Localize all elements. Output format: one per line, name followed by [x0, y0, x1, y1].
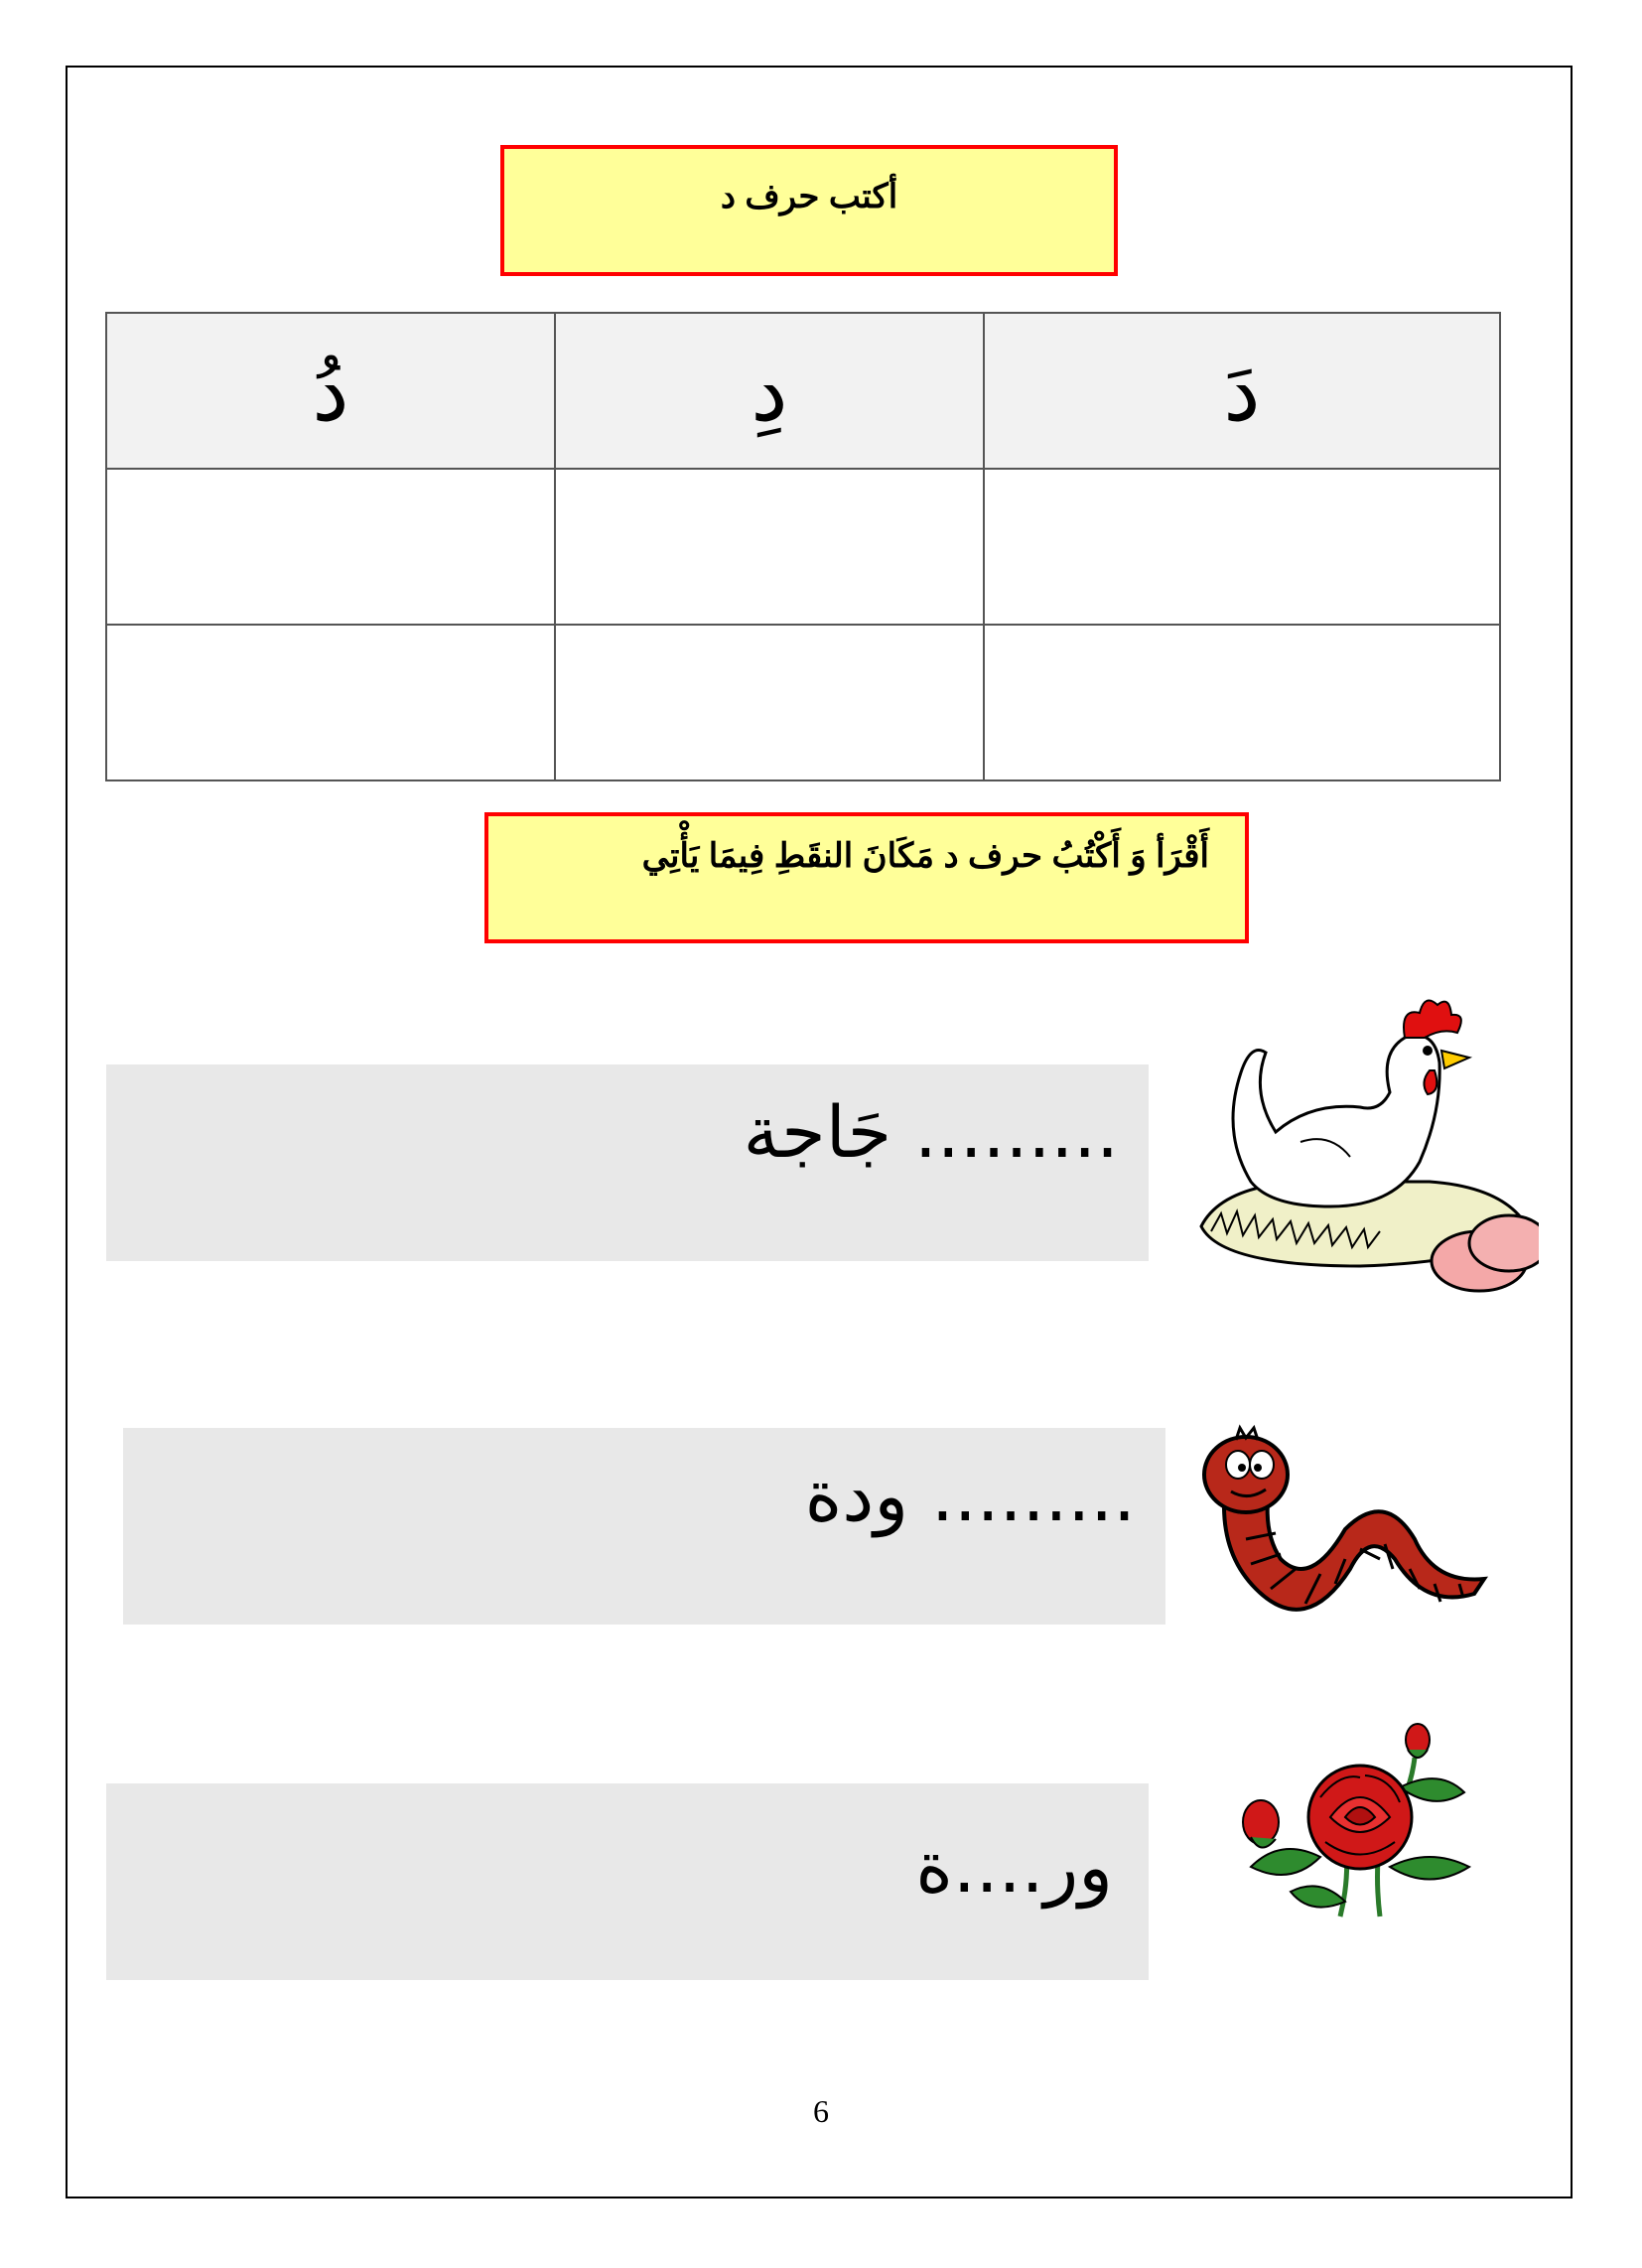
- exercise-word-bar[interactable]: ......... جَاجة: [106, 1064, 1149, 1261]
- exercise-word-bar[interactable]: ور....ة: [106, 1783, 1149, 1980]
- exercise-word-bar[interactable]: ......... ودة: [123, 1428, 1165, 1625]
- letter-cell-fatha: دَ: [984, 313, 1500, 469]
- worm-icon: [1186, 1420, 1504, 1658]
- writing-cell[interactable]: [106, 469, 555, 625]
- letter-cell-kasra: دِ: [555, 313, 984, 469]
- rose-icon: [1231, 1718, 1489, 1936]
- writing-row: [106, 625, 1500, 780]
- writing-cell[interactable]: [555, 625, 984, 780]
- writing-row: [106, 469, 1500, 625]
- second-instruction: أَقْرَأ وَ أَكْتُبُ حرف د مَكَانَ النقَطِ فِيمَا يَأْتِي: [484, 812, 1249, 943]
- letters-header-row: [106, 313, 1500, 469]
- writing-cell[interactable]: [984, 625, 1500, 780]
- header-instruction: أكتب حرف د: [500, 145, 1118, 276]
- letters-table: [105, 312, 1501, 781]
- writing-cell[interactable]: [106, 625, 555, 780]
- writing-cell[interactable]: [555, 469, 984, 625]
- page-number: 6: [813, 2093, 829, 2129]
- writing-cell[interactable]: [984, 469, 1500, 625]
- letter-cell-damma: دُ: [106, 313, 555, 469]
- chicken-icon: [1181, 983, 1539, 1301]
